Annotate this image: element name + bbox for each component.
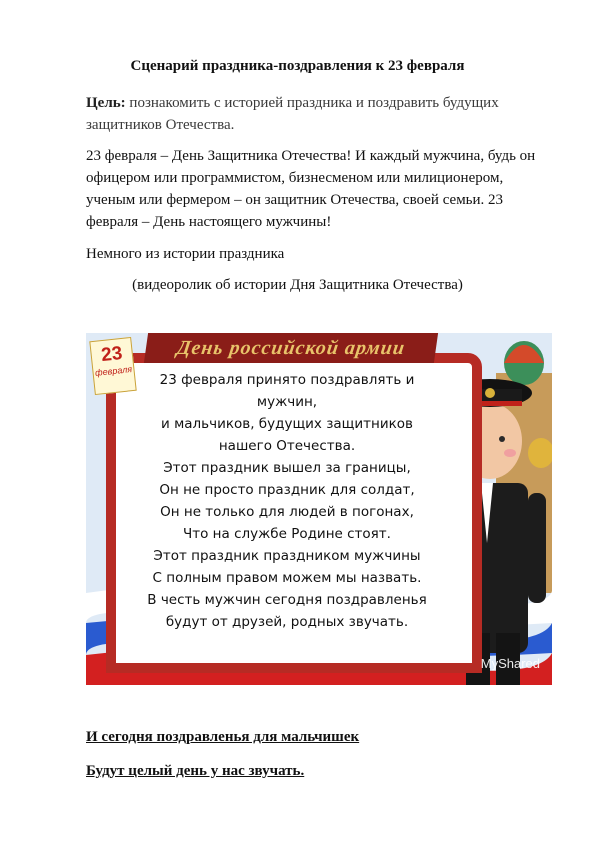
poem-line: и мальчиков, будущих защитников — [161, 416, 413, 432]
closing-line-2: Будут целый день у нас звучать. — [86, 763, 305, 779]
video-note: (видеоролик об истории Дня Защитника Отечества) — [132, 277, 463, 293]
calendar-month: февраля — [94, 364, 133, 378]
poem-line: Что на службе Родине стоят. — [183, 526, 391, 542]
document-title: Сценарий праздника-поздравления к 23 февраля — [130, 58, 465, 74]
poem-line: 23 февраля принято поздравлять и — [159, 372, 415, 388]
poem-line: Он не просто праздник для солдат, — [159, 482, 415, 498]
holiday-poster — [86, 333, 552, 685]
poem-line: будут от друзей, родных звучать. — [165, 614, 409, 630]
goal-label: Цель: — [86, 95, 126, 111]
poem-line: Этот праздник вышел за границы, — [163, 460, 411, 476]
myshared-watermark: MyShared — [480, 656, 540, 671]
closing-line-1: И сегодня поздравленья для мальчишек — [86, 729, 360, 745]
poem-line: нашего Отечества. — [218, 438, 356, 454]
history-heading: Немного из истории праздника — [86, 246, 285, 262]
poster-banner: День российской армии — [144, 333, 438, 363]
poem-line: С полным правом можем мы назвать. — [152, 570, 422, 586]
poster-poem — [122, 369, 452, 633]
poem-line: Он не только для людей в погонах, — [160, 504, 414, 520]
poem-line: мужчин, — [256, 394, 318, 410]
goal-paragraph — [86, 92, 556, 136]
intro-paragraph: 23 февраля – День Защитника Отечества! И каждый мужчина, будь он офицером или программистом, бизнесменом или милиционером, ученым или фермером – он защитник Отечества, своей семьи. 23 февраля – День настоящего мужчины! — [86, 148, 536, 230]
poem-line: Этот праздник праздником мужчины — [153, 548, 421, 564]
goal-text: познакомить с историей праздника и поздравить будущих защитников Отечества. — [86, 95, 499, 133]
poem-line: В честь мужчин сегодня поздравленья — [147, 592, 427, 608]
calendar-day: 23 — [100, 343, 124, 367]
